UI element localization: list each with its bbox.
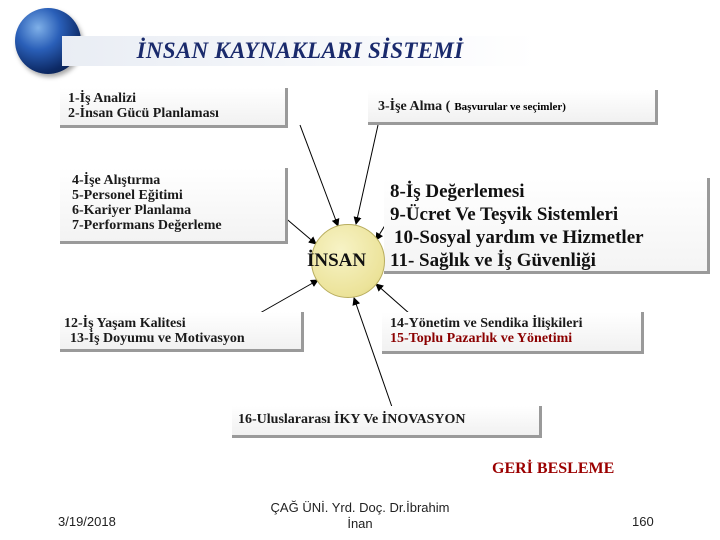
box-line: 6-Kariyer Planlama (72, 203, 192, 218)
box-line: 11- Sağlık ve İş Güvenliği (390, 250, 596, 271)
footer-author (250, 500, 470, 532)
slide-title: İNSAN KAYNAKLARI SİSTEMİ (136, 38, 464, 63)
arrow-bottom-right (376, 284, 410, 314)
box-line: 13-İş Doyumu ve Motivasyon (70, 331, 245, 346)
box-line: 14-Yönetim ve Sendika İlişkileri (390, 316, 583, 331)
box-line: 7-Performans Değerleme (72, 218, 222, 233)
box-line: 5-Personel Eğitimi (72, 188, 183, 203)
box-line: 3-İşe Alma ( (378, 99, 451, 114)
box-line: 9-Ücret Ve Teşvik Sistemleri (390, 204, 619, 225)
box-work-life-quality (60, 312, 304, 352)
box-line: 8-İş Değerlemesi (390, 181, 525, 202)
box-union-relations (382, 312, 644, 354)
box-line: 4-İşe Alıştırma (72, 173, 161, 188)
box-compensation-safety (384, 178, 710, 274)
center-label: İNSAN (307, 250, 367, 271)
footer-author-line: İnan (347, 516, 373, 531)
footer-author-line: ÇAĞ ÜNİ. Yrd. Doç. Dr.İbrahim (270, 500, 450, 515)
box-international-hrm (232, 406, 542, 438)
box-analysis-planning (60, 88, 288, 128)
arrow-top-left (300, 125, 338, 226)
box-training-performance (60, 168, 288, 244)
arrow-top-right (356, 125, 378, 224)
footer-date: 3/19/2018 (58, 514, 116, 529)
box-line: 15-Toplu Pazarlık ve Yönetimi (390, 331, 573, 346)
box-recruitment (368, 90, 658, 125)
box-line: 2-İnsan Gücü Planlaması (68, 106, 219, 121)
box-line-small: Başvurular ve seçimler) (454, 101, 566, 113)
box-line: 10-Sosyal yardım ve Hizmetler (394, 227, 644, 248)
box-line: 12-İş Yaşam Kalitesi (64, 316, 186, 331)
arrow-bottom-left (260, 280, 318, 313)
box-line: 16-Uluslararası İKY Ve İNOVASYON (238, 412, 466, 427)
page-number: 160 (632, 514, 654, 529)
feedback-label: GERİ BESLEME (492, 460, 615, 477)
box-line: 1-İş Analizi (68, 91, 137, 106)
